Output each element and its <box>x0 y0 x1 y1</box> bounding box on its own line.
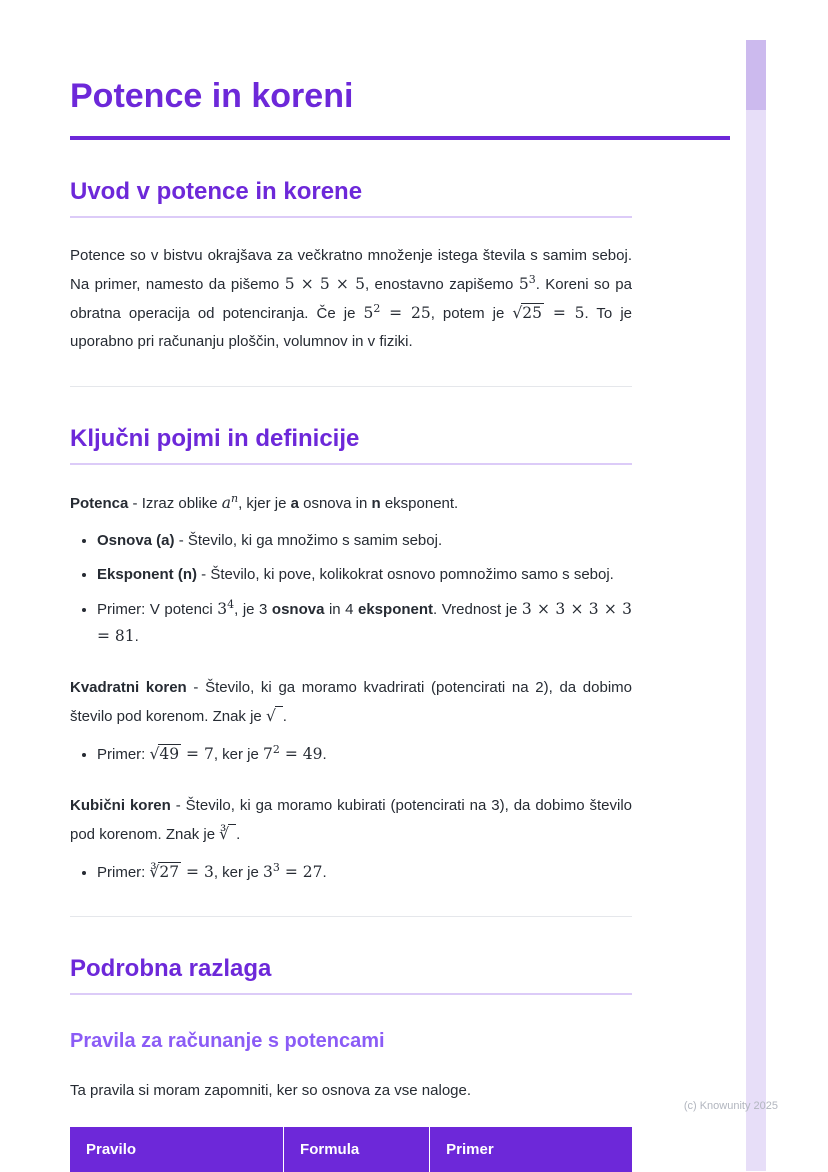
heading-rule <box>70 993 632 995</box>
section-detail <box>70 955 632 1172</box>
kubicni-bullet-list <box>70 859 632 886</box>
copyright-footer: (c) Knowunity 2025 <box>683 1100 778 1112</box>
section-divider <box>70 386 632 387</box>
scrollbar-track[interactable] <box>746 40 766 1171</box>
section-heading-detail: Podrobna razlaga <box>70 955 272 982</box>
section-divider <box>70 916 632 917</box>
section-heading-intro: Uvod v potence in korene <box>70 178 363 205</box>
detail-intro-paragraph: Ta pravila si moram zapomniti, ker so osnova za vse naloge. <box>70 1082 472 1099</box>
list-item-primer-kubicni: • Primer: ∛27 = 3, ker je $3^3 = 27$. <box>97 859 632 886</box>
heading-rule <box>70 463 632 465</box>
page-title: Potence in koreni <box>70 77 354 115</box>
kvadratni-bullet-list <box>70 741 632 768</box>
document-content <box>70 0 632 1172</box>
scrollbar-thumb[interactable] <box>746 40 766 110</box>
potenca-bullet-list <box>70 528 632 650</box>
list-item-eksponent: • Eksponent (n) - Število, ki pove, kolikokrat osnovo pomnožimo samo s seboj. <box>97 562 632 588</box>
potenca-definition: Potenca - Izraz oblike $a^n$, kjer je a osnova in n eksponent. <box>70 492 459 512</box>
heading-rule <box>70 216 632 218</box>
list-item-primer-kvadratni: • Primer: √49 = 7, ker je $7^2 = 49$. <box>97 741 632 768</box>
table-header-formula: Formula <box>284 1127 430 1172</box>
table-header-primer: Primer <box>430 1127 632 1172</box>
title-rule <box>70 136 730 140</box>
section-intro <box>70 178 632 356</box>
intro-paragraph: Potence so v bistvu okrajšava za večkratno množenje istega števila s samim seboj. Na primer, namesto da pišemo 5 × 5 × 5, enostavno zapišemo $5^3$. Koreni so pa obratna operacija od potenciranja. Če je $5^2 = 25$, potem je √25 = 5. To je uporabno pri računanju ploščin, volumnov in v fiziki. <box>70 247 632 350</box>
rules-table <box>70 1127 632 1172</box>
section-heading-concepts: Ključni pojmi in definicije <box>70 425 360 452</box>
kubicni-koren-definition: Kubični koren - Število, ki ga moramo kubirati (potencirati na 3), da dobimo število pod korenom. Znak je ∛ . <box>70 797 632 843</box>
table-header-pravilo: Pravilo <box>70 1127 284 1172</box>
kvadratni-koren-definition: Kvadratni koren - Število, ki ga moramo kvadrirati (potencirati na 2), da dobimo število pod korenom. Znak je √ . <box>70 679 632 725</box>
section-concepts <box>70 425 632 886</box>
list-item-primer-potenca: • Primer: V potenci $3^4$, je 3 osnova in 4 eksponent. Vrednost je 3 × 3 × 3 × 3 = 81. <box>97 596 632 650</box>
list-item-osnova: • Osnova (a) - Število, ki ga množimo s samim seboj. <box>97 528 632 554</box>
table-header-row <box>70 1127 632 1172</box>
subsection-heading-pravila: Pravila za računanje s potencami <box>70 1030 385 1052</box>
